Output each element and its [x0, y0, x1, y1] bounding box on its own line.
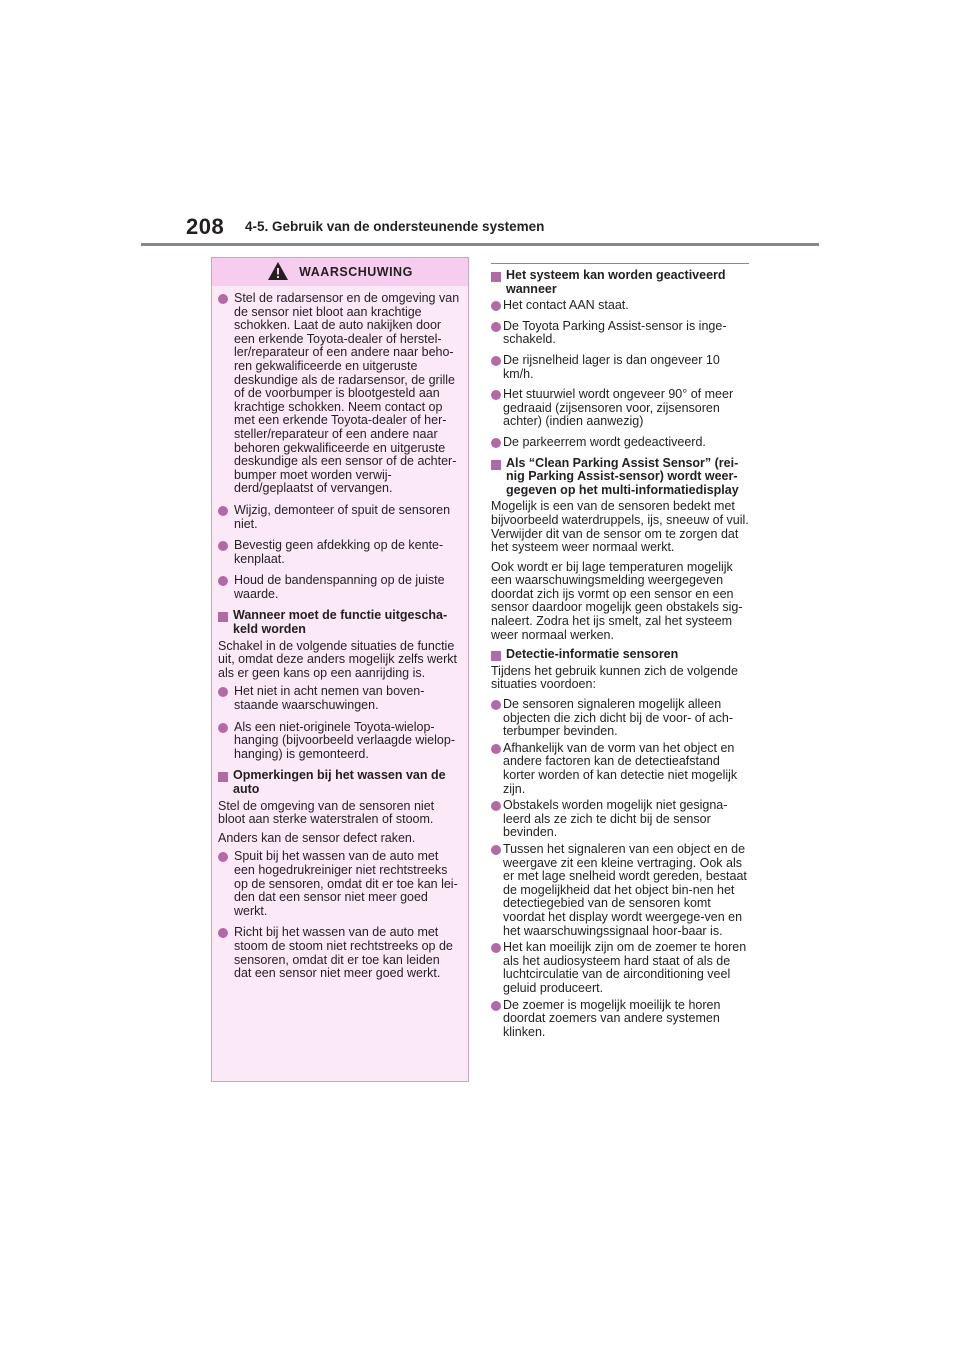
subsection-heading — [491, 457, 749, 498]
heading-text: Het systeem kan worden geactiveerd wanneer — [506, 268, 726, 296]
bullet-dot-icon — [491, 845, 501, 855]
heading-text: Opmerkingen bij het wassen van de auto — [233, 768, 446, 796]
paragraph: Ook wordt er bij lage temperaturen mogelijk een waarschuwingsmelding weergegeven doordat zich ijs vormt op een sensor en een sensor daardoor mogelijk geen obstakels sig-naleert. Zodra het ijs smelt, zal het systeem weer normaal werken. — [491, 559, 743, 642]
list-item — [218, 504, 460, 531]
paragraph: Mogelijk is een van de sensoren bedekt met bijvoorbeeld waterdruppels, ijs, sneeuw of vuil. Verwijder dit van de sensor om te zorgen dat het systeem weer normaal werkt. — [491, 499, 749, 555]
paragraph: Tijdens het gebruik kunnen zich de volgende situaties voordoen: — [491, 663, 738, 692]
list-item — [491, 799, 749, 840]
list-item-text: De zoemer is mogelijk moeilijk te horen doordat zoemers van andere systemen klinken. — [503, 997, 721, 1039]
list-item-text: Wijzig, demonteer of spuit de sensoren niet. — [234, 502, 451, 531]
paragraph: Anders kan de sensor defect raken. — [218, 830, 416, 845]
square-bullet-icon — [491, 460, 501, 470]
list-item-text: Het kan moeilijk zijn om de zoemer te horen als het audiosysteem hard staat of als de luchtcirculatie van de airconditioning veel geluid produceert. — [503, 940, 747, 995]
bullet-dot-icon — [491, 322, 501, 332]
bullet-dot-icon — [218, 928, 228, 938]
bullet-dot-icon — [491, 438, 501, 448]
section-title: 4-5. Gebruik van de ondersteunende systemen — [245, 219, 545, 234]
bullet-dot-icon — [491, 943, 501, 953]
heading-text: Als “Clean Parking Assist Sensor” (rei-nig Parking Assist-sensor) wordt weer-gegeven op het multi-informatiedisplay — [506, 455, 739, 497]
list-item-text: Het contact AAN staat. — [503, 298, 629, 313]
list-item-text: Obstakels worden mogelijk niet gesigna-leerd als ze zich te dicht bij de sensor bevinden. — [503, 798, 728, 840]
paragraph: Stel de omgeving van de sensoren niet bloot aan sterke waterstralen of stoom. — [218, 798, 435, 827]
list-item-text: Spuit bij het wassen van de auto met een hogedrukreiniger niet rechtstreeks op de sensoren, omdat dit er toe kan lei-den dat een sensor niet meer goed werkt. — [234, 849, 458, 918]
list-item — [218, 539, 460, 566]
list-item-text: Tussen het signaleren van een object en de weergave zit een kleine vertraging. Ook als er met lage snelheid wordt gereden, bestaat de mogelijkheid dat het object bin-nen het detectiegebied van de sensoren komt voordat het display wordt weergege-ven en het waarschuwingssignaal hoor-baar is. — [503, 841, 747, 938]
warning-body — [212, 286, 468, 981]
list-item — [491, 320, 749, 347]
warning-header — [212, 258, 468, 286]
warning-title: WAARSCHUWING — [299, 265, 413, 279]
page-number: 208 — [186, 214, 225, 239]
list-item-text: De sensoren signaleren mogelijk alleen objecten die zich dicht bij de voor- of ach-terbumper bevinden. — [503, 697, 733, 739]
list-item — [491, 698, 749, 739]
list-item — [491, 742, 749, 796]
list-item-text: Houd de bandenspanning op de juiste waarde. — [234, 573, 445, 601]
heading-text: Detectie-informatie sensoren — [506, 647, 679, 662]
list-item — [218, 574, 460, 601]
square-bullet-icon — [218, 772, 228, 782]
bullet-dot-icon — [491, 356, 501, 366]
bullet-dot-icon — [218, 294, 228, 304]
bullet-dot-icon — [218, 723, 228, 733]
subsection-heading — [491, 269, 749, 296]
list-item — [218, 850, 460, 918]
square-bullet-icon — [491, 272, 501, 282]
list-item-text: Bevestig geen afdekking op de kente-kenplaat. — [234, 538, 444, 566]
list-item — [491, 999, 749, 1040]
list-item-text: Afhankelijk van de vorm van het object en andere factoren kan de detectieafstand korter worden of kan detectie niet mogelijk zijn. — [503, 740, 738, 796]
list-item — [491, 436, 749, 450]
list-item — [491, 354, 749, 381]
list-item — [491, 388, 749, 429]
square-bullet-icon — [218, 612, 228, 622]
header-divider — [141, 243, 819, 246]
list-item-text: De Toyota Parking Assist-sensor is inge-schakeld. — [503, 318, 727, 347]
list-item-text: Als een niet-originele Toyota-wielop-hanging (bijvoorbeeld verlaagde wielop-hanging) is gemonteerd. — [234, 719, 455, 761]
right-column — [491, 263, 749, 1042]
bullet-dot-icon — [218, 506, 228, 516]
subsection-heading — [218, 609, 460, 636]
bullet-dot-icon — [218, 576, 228, 586]
bullet-dot-icon — [218, 687, 228, 697]
list-item-text: Het niet in acht nemen van boven-staande waarschuwingen. — [234, 684, 425, 713]
list-item — [491, 941, 749, 995]
list-item — [491, 299, 749, 313]
subsection-heading — [218, 769, 460, 796]
bullet-dot-icon — [491, 801, 501, 811]
list-item-text: Het stuurwiel wordt ongeveer 90° of meer gedraaid (zijsensoren voor, zijsensoren achter) (indien aanwezig) — [503, 387, 734, 429]
list-item — [218, 292, 460, 496]
subsection-heading — [491, 648, 749, 662]
warning-triangle-icon — [267, 261, 289, 284]
column-divider — [491, 263, 749, 264]
list-item — [218, 721, 460, 762]
list-item-text: Stel de radarsensor en de omgeving van de sensor niet bloot aan krachtige schokken. Laat de auto nakijken door een erkende Toyota-dealer of herstel-ler/reparateur of een andere naar beho-ren gekwalificeerde en uitgeruste deskundige als de radarsensor, de grille of de voorbumper is blootgesteld aan krachtige schokken. Neem contact op met een erkende Toyota-dealer of her-steller/reparateur of een andere naar behoren gekwalificeerde en uitgeruste deskundige als een sensor of de achter-bumper moet worden verwij-derd/geplaatst of vervangen. — [234, 291, 460, 496]
bullet-dot-icon — [491, 1001, 501, 1011]
list-item — [218, 685, 460, 712]
list-item — [491, 843, 749, 938]
list-item-text: Richt bij het wassen van de auto met stoom de stoom niet rechtstreeks op de sensoren, omdat dit er toe kan leiden dat een sensor niet meer goed werkt. — [234, 925, 453, 981]
bullet-dot-icon — [491, 700, 501, 710]
bullet-dot-icon — [491, 301, 501, 311]
warning-box — [211, 257, 469, 1082]
heading-text: Wanneer moet de functie uitgescha-keld worden — [233, 608, 448, 637]
paragraph: Schakel in de volgende situaties de functie uit, omdat deze anders mogelijk zelfs werkt als er geen kans op een aanrijding is. — [218, 638, 457, 680]
bullet-dot-icon — [491, 390, 501, 400]
bullet-dot-icon — [218, 541, 228, 551]
bullet-dot-icon — [491, 744, 501, 754]
square-bullet-icon — [491, 651, 501, 661]
list-item-text: De parkeerrem wordt gedeactiveerd. — [503, 434, 706, 449]
list-item — [218, 926, 460, 980]
bullet-dot-icon — [218, 852, 228, 862]
list-item-text: De rijsnelheid lager is dan ongeveer 10 km/h. — [503, 352, 720, 381]
